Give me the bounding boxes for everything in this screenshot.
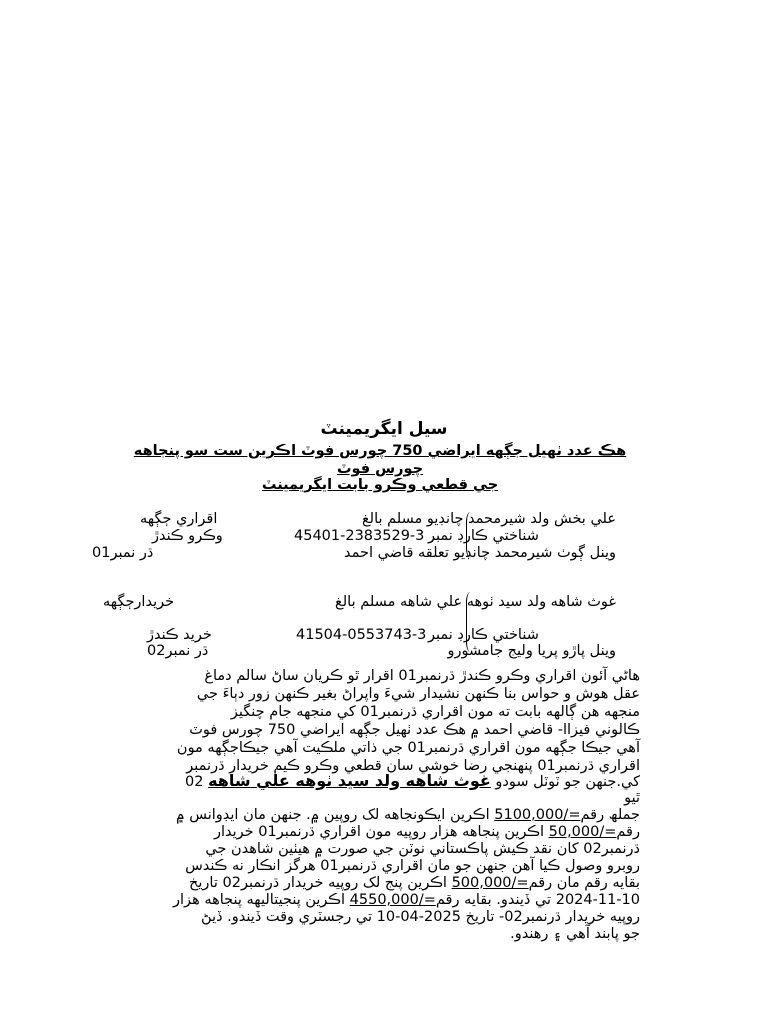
- buyer-address: وينل پاڙو پريا وليج جامشورو: [447, 643, 616, 659]
- advance-words: اڪرين پنجاهه هزار روپيه مون اقراري ڌرنمبر01 خريدار: [213, 824, 545, 840]
- balance-label: بقايه رقم مان رقم: [528, 875, 640, 891]
- paragraph2-line-2: [90, 823, 640, 841]
- buyer-cnic-label: شناختي ڪارڊ نمبر: [428, 627, 539, 643]
- paragraph2-line-1: [90, 806, 640, 824]
- total-label: جملھ رقم: [580, 807, 640, 823]
- subtitle-line-1: هڪ عدد ٺهيل جڳهه ايراضي 750 چورس فوٽ اڪرين ست سو پنجاهه: [133, 443, 627, 459]
- paragraph1-line-1: هاڻي آئون اقراري وڪرو ڪندڙ ڌرنمبر01 اقرار ٿو ڪريان ساڻ سالم دماغ: [204, 668, 640, 684]
- seller-cnic-label: شناختي ڪارڊ نمبر: [428, 528, 539, 544]
- seller-name: علي بخش ولد شيرمحمد چانڊيو مسلم بالغ: [361, 511, 616, 527]
- paragraph1-line-5: آهي جيڪا جڳهه مون اقراري ڌرنمبر01 جي ذاتي ملڪيت آهي جيڪاجڳهه مون: [176, 740, 640, 756]
- buyer-role-2: خريد ڪندڙ: [147, 627, 212, 643]
- buyer-party-number: ڌر نمبر02: [147, 643, 209, 659]
- balance-date-text: 2024-11-10 تي ڏيندو. بقايه رقم: [435, 892, 640, 908]
- total-words: اڪرين ايڪونجاهه لک روپين ۾. جنهن مان ايڊوانس ۾: [176, 807, 490, 823]
- document-title: سيل ايگريمينٽ: [320, 419, 448, 439]
- balance-amount-2: 4550,000/=: [349, 892, 436, 908]
- paragraph1-suffix: کي.جنهن جو ٽوٽل سودو: [495, 774, 640, 790]
- balance-words-1: اڪرين پنج لک روپيه خريدار ڌرنمبر02 تاريخ: [189, 875, 447, 891]
- paragraph2-line-8: جو پابند آهي ۽ رهندو.: [510, 926, 640, 942]
- paragraph2-line-7: روپيه خريدار ڌرنمبر02- تاريخ 2025-04-10 تي رجسٽري وقت ڏيندو. ڏيڻ: [201, 909, 640, 925]
- seller-cnic: 45401-2383529-3: [294, 528, 425, 544]
- paragraph1-prefix: 02: [185, 774, 204, 790]
- paragraph1-line-6: اقراري ڌرنمبر01 پنهنجي رضا خوشي سان قطعي وڪرو ڪيم خريدار ڌرنمبر: [186, 758, 640, 774]
- seller-role: اقراري ڄڳهه: [140, 511, 218, 527]
- seller-role-2: وڪرو ڪندڙ: [152, 528, 223, 544]
- buyer-role: خريدارڄڳهه: [103, 594, 175, 610]
- balance-amount-1: 500,000/=: [451, 875, 529, 891]
- total-amount: 5100,000/=: [494, 807, 581, 823]
- buyer-cnic: 41504-0553743-3: [296, 627, 427, 643]
- paragraph2-line-3: ڌرنمبر02 کان نقد ڪيش پاڪستاني نوٽن جي صورت ۾ هيٺين شاهدن جي: [205, 841, 640, 857]
- paragraph1-line-8: ٿيو: [624, 790, 640, 806]
- paragraph1-line-4: ڪالوني فيزاا- قاضي احمد ۾ هڪ عدد ٺهيل جڳهه ايراضي 750 چورس فوٽ: [189, 722, 640, 738]
- subtitle-line-3: جي قطعي وڪرو بابت ايگريمينٽ: [261, 477, 499, 493]
- seller-address: وينل ڳوٺ شيرمحمد چانڊيو تعلقه قاضي احمد: [344, 545, 616, 561]
- seller-brace: [466, 512, 475, 558]
- paragraph2-line-5: [90, 874, 640, 892]
- balance-words-2: اڪرين پنجيتاليهه پنجاهه هزار: [173, 892, 346, 908]
- advance-amount: 50,000/=: [548, 824, 617, 840]
- buyer-name: غوث شاهه ولد سيد ٺوهه علي شاهه مسلم بالغ: [335, 594, 616, 610]
- paragraph2-line-4: روبرو وصول ڪيا آهن جنهن جو مان اقراري ڌرنمبر01 هرگز انڪار نه ڪندس: [185, 858, 640, 874]
- paragraph1-line-2: عقل هوش و حواس بنا ڪنهن نشيدار شيءَ واپراڻ بغير ڪنهن زور دٻاءَ جي: [196, 686, 640, 702]
- paragraph1-line-3: منجهه هن ڳالهه بابت ته مون اقراري ڌرنمبر01 کي منجهه جام چنگيز: [230, 704, 640, 720]
- seller-party-number: ڌر نمبر01: [92, 545, 154, 561]
- advance-label: رقم: [616, 824, 640, 840]
- paragraph2-line-6: [90, 891, 640, 909]
- buyer-name-emphasis: غوث شاهه ولد سيد ٺوهه علي شاهه: [208, 771, 491, 790]
- subtitle-line-2: چورس فوٽ: [336, 461, 424, 477]
